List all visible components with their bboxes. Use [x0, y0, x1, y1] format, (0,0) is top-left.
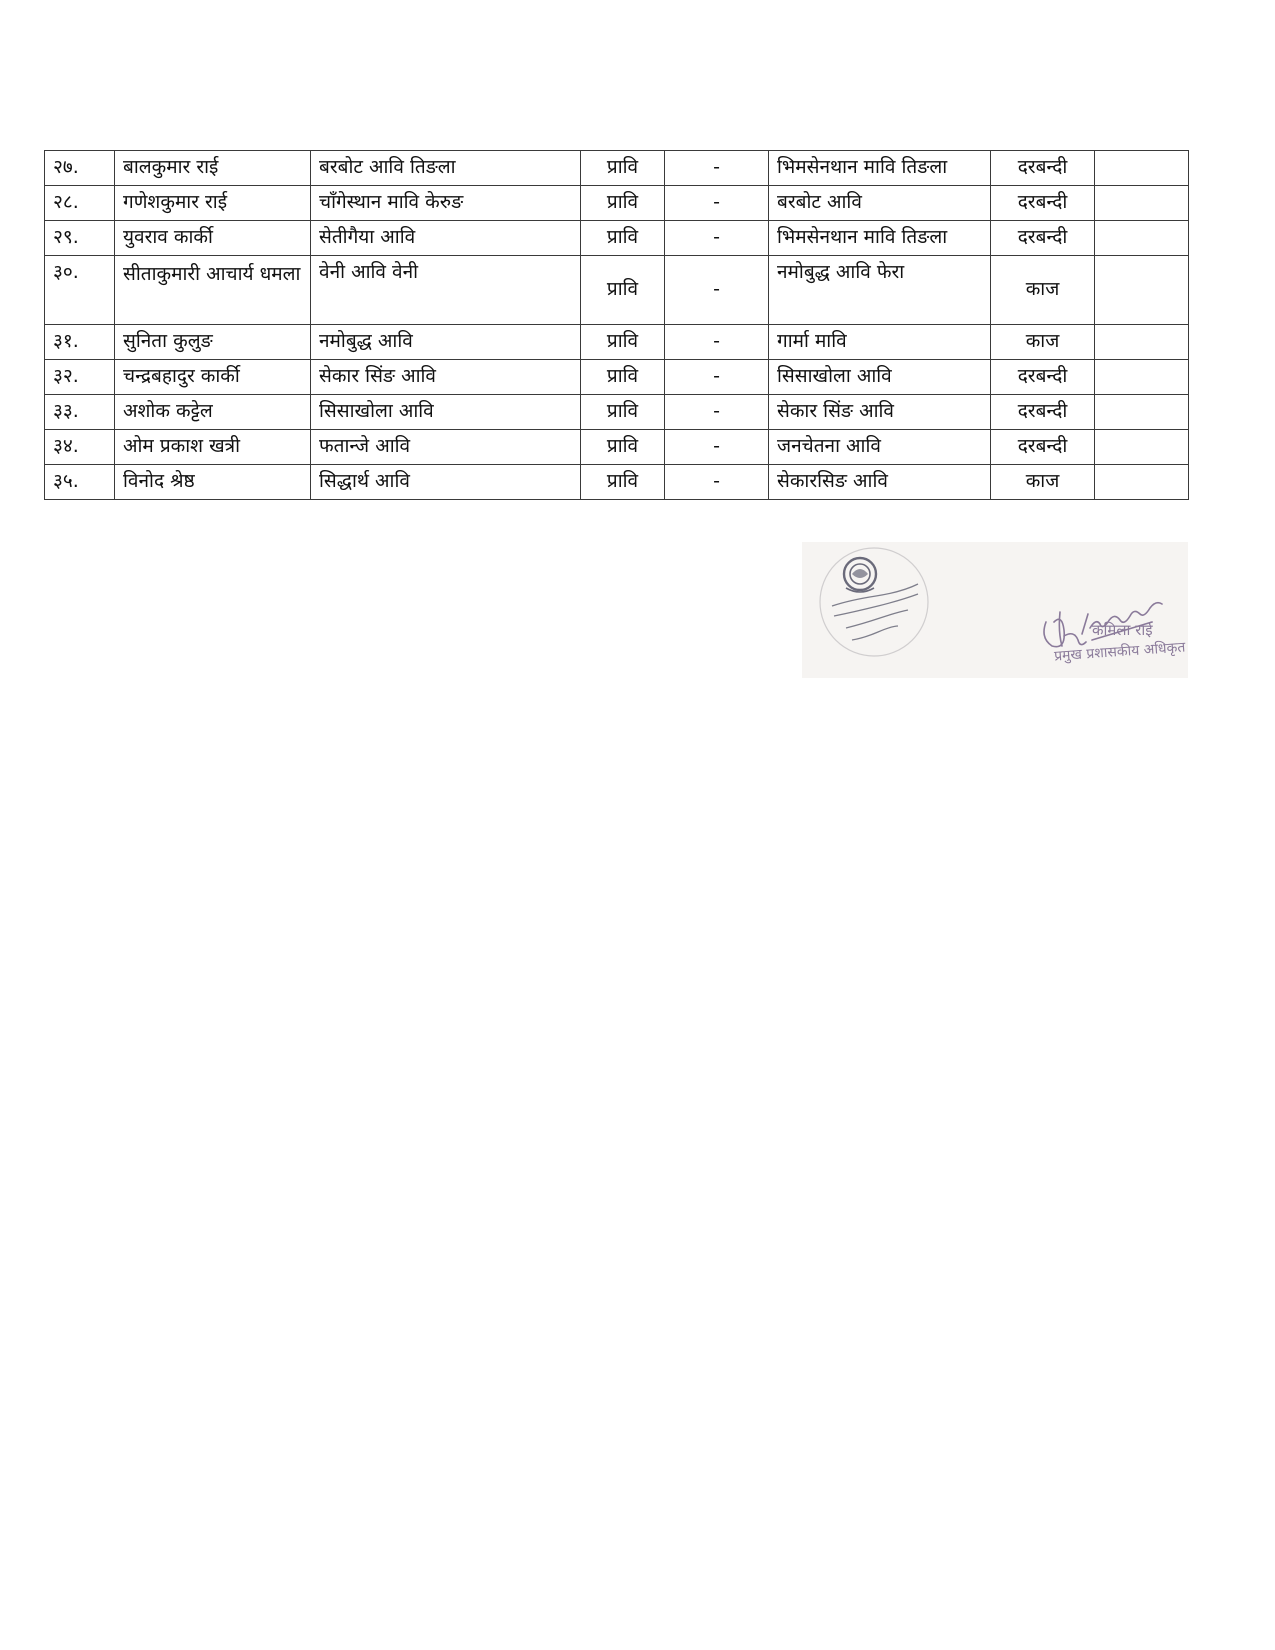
remarks-cell [1095, 395, 1189, 430]
level-cell: प्रावि [581, 151, 665, 186]
table-row [45, 360, 1189, 395]
current-school-cell: नमोबुद्ध आवि [311, 325, 581, 360]
teacher-name-cell: अशोक कट्टेल [115, 395, 311, 430]
transfer-type-cell: काज [991, 256, 1095, 325]
level-cell: प्रावि [581, 465, 665, 500]
current-school-cell: सिसाखोला आवि [311, 395, 581, 430]
nepal-emblem-icon [844, 558, 876, 592]
current-school-cell: वेनी आवि वेनी [311, 256, 581, 325]
transfer-type-cell: दरबन्दी [991, 221, 1095, 256]
subject-cell: - [665, 360, 769, 395]
signature-block [802, 542, 1188, 678]
office-seal-stamp [812, 544, 936, 662]
remarks-cell [1095, 360, 1189, 395]
transfer-type-cell: काज [991, 325, 1095, 360]
remarks-cell [1095, 256, 1189, 325]
teacher-name-cell: ओम प्रकाश खत्री [115, 430, 311, 465]
remarks-cell [1095, 221, 1189, 256]
teacher-name-cell: चन्द्रबहादुर कार्की [115, 360, 311, 395]
transfer-type-cell: काज [991, 465, 1095, 500]
new-school-cell: बरबोट आवि [769, 186, 991, 221]
new-school-cell: भिमसेनथान मावि तिङला [769, 151, 991, 186]
teacher-name-cell: गणेशकुमार राई [115, 186, 311, 221]
new-school-cell: गार्मा मावि [769, 325, 991, 360]
subject-cell: - [665, 325, 769, 360]
level-cell: प्रावि [581, 395, 665, 430]
new-school-cell: नमोबुद्ध आवि फेरा [769, 256, 991, 325]
transfer-type-cell: दरबन्दी [991, 151, 1095, 186]
teacher-name-cell: सीताकुमारी आचार्य धमला [115, 256, 311, 325]
transfer-type-cell: दरबन्दी [991, 186, 1095, 221]
transfer-type-cell: दरबन्दी [991, 360, 1095, 395]
table-row [45, 221, 1189, 256]
teacher-transfer-table [44, 150, 1189, 500]
remarks-cell [1095, 430, 1189, 465]
subject-cell: - [665, 430, 769, 465]
subject-cell: - [665, 221, 769, 256]
table-row [45, 430, 1189, 465]
teacher-name-cell: सुनिता कुलुङ [115, 325, 311, 360]
serial-number-cell: ३४. [45, 430, 115, 465]
subject-cell: - [665, 465, 769, 500]
table-row [45, 395, 1189, 430]
serial-number-cell: २९. [45, 221, 115, 256]
transfer-type-cell: दरबन्दी [991, 430, 1095, 465]
current-school-cell: सिद्धार्थ आवि [311, 465, 581, 500]
current-school-cell: चाँगेस्थान मावि केरुङ [311, 186, 581, 221]
level-cell: प्रावि [581, 325, 665, 360]
subject-cell: - [665, 395, 769, 430]
remarks-cell [1095, 465, 1189, 500]
serial-number-cell: ३०. [45, 256, 115, 325]
transfer-type-cell: दरबन्दी [991, 395, 1095, 430]
teacher-name-cell: युवराव कार्की [115, 221, 311, 256]
new-school-cell: जनचेतना आवि [769, 430, 991, 465]
level-cell: प्रावि [581, 430, 665, 465]
current-school-cell: बरबोट आवि तिङला [311, 151, 581, 186]
new-school-cell: सेकारसिङ आवि [769, 465, 991, 500]
table-row [45, 256, 1189, 325]
table-row [45, 325, 1189, 360]
table-row [45, 465, 1189, 500]
serial-number-cell: ३५. [45, 465, 115, 500]
serial-number-cell: ३३. [45, 395, 115, 430]
subject-cell: - [665, 151, 769, 186]
teacher-name-cell: बालकुमार राई [115, 151, 311, 186]
serial-number-cell: ३२. [45, 360, 115, 395]
current-school-cell: फतान्जे आवि [311, 430, 581, 465]
teacher-name-cell: विनोद श्रेष्ठ [115, 465, 311, 500]
new-school-cell: भिमसेनथान मावि तिङला [769, 221, 991, 256]
remarks-cell [1095, 186, 1189, 221]
remarks-cell [1095, 325, 1189, 360]
serial-number-cell: २८. [45, 186, 115, 221]
level-cell: प्रावि [581, 186, 665, 221]
serial-number-cell: ३१. [45, 325, 115, 360]
new-school-cell: सिसाखोला आवि [769, 360, 991, 395]
level-cell: प्रावि [581, 360, 665, 395]
new-school-cell: सेकार सिंङ आवि [769, 395, 991, 430]
signatory-name: कमिला राई [1092, 621, 1153, 639]
current-school-cell: सेतीगैया आवि [311, 221, 581, 256]
subject-cell: - [665, 186, 769, 221]
table-row [45, 186, 1189, 221]
remarks-cell [1095, 151, 1189, 186]
level-cell: प्रावि [581, 256, 665, 325]
table-row [45, 151, 1189, 186]
level-cell: प्रावि [581, 221, 665, 256]
current-school-cell: सेकार सिंङ आवि [311, 360, 581, 395]
serial-number-cell: २७. [45, 151, 115, 186]
subject-cell: - [665, 256, 769, 325]
signatory-title: प्रमुख प्रशासकीय अधिकृत [1053, 639, 1186, 665]
